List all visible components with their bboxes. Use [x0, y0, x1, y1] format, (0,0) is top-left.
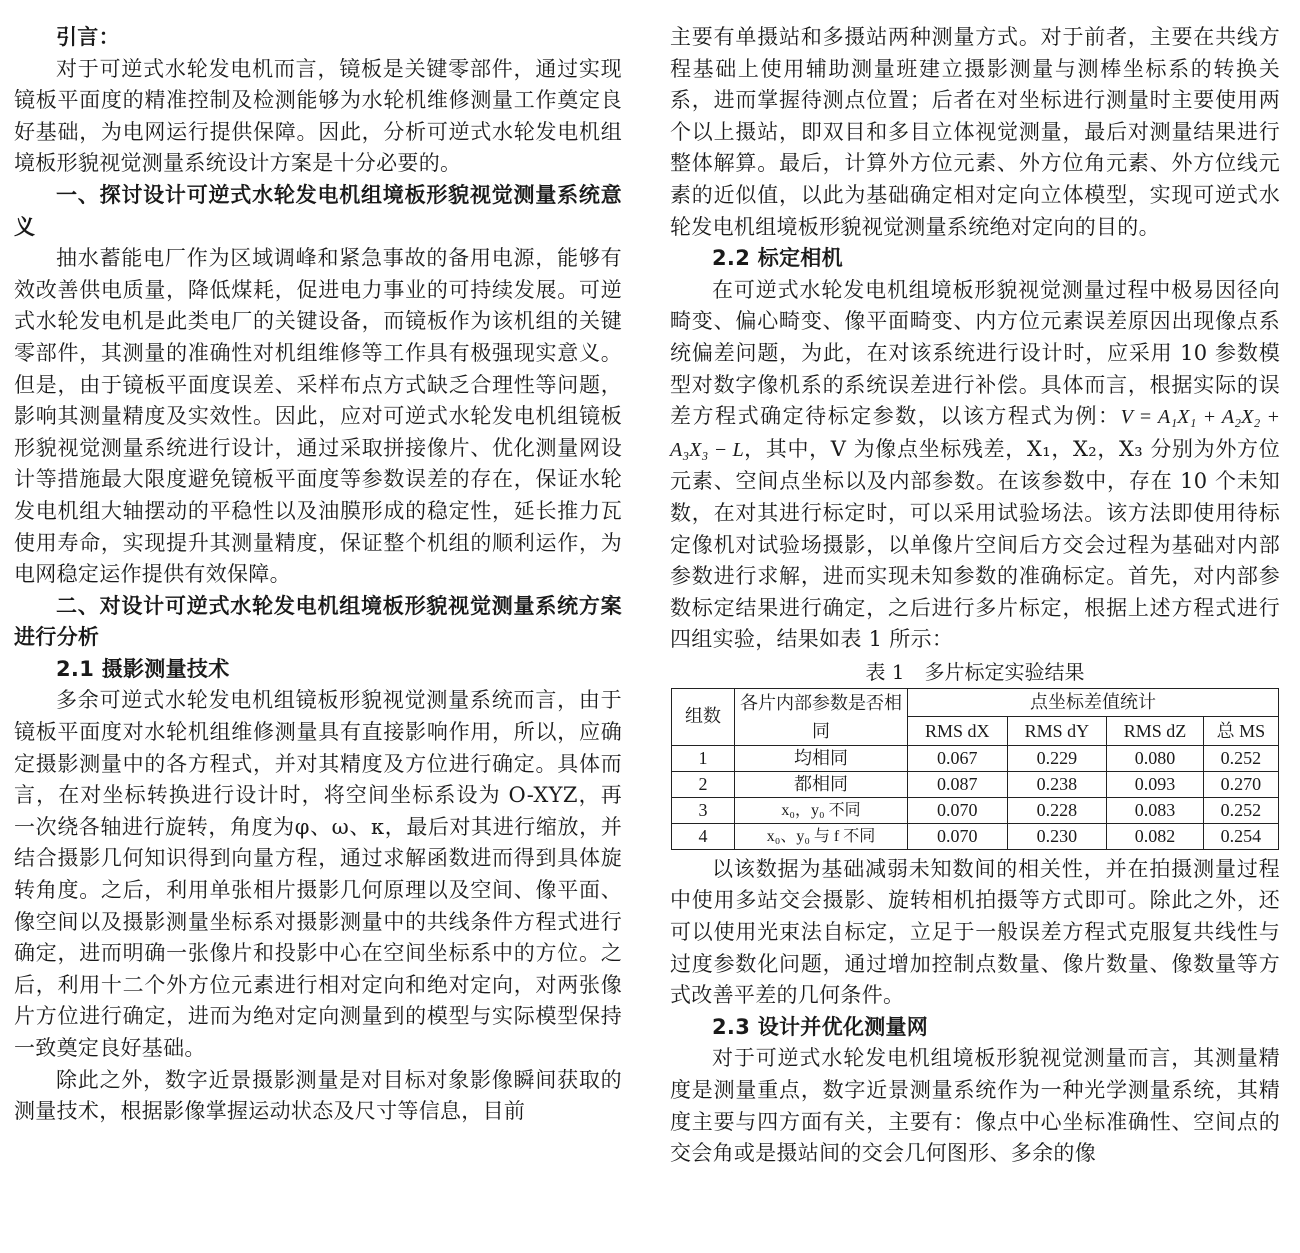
cell-ms: 0.254 [1203, 823, 1278, 849]
cell-same: 都相同 [735, 771, 908, 797]
section-2-heading: 二、对设计可逆式水轮发电机组境板形貌视觉测量系统方案进行分析 [14, 593, 622, 650]
cell-dy: 0.238 [1007, 771, 1107, 797]
header-total-ms: 总 MS [1203, 717, 1278, 746]
subsection-2-1-paragraph-1: 多余可逆式水轮发电机组镜板形貌视觉测量系统而言，由于镜板平面度对水轮机组维修测量具有直接影响作用，所以，应确定摄影测量中的各方程式，并对其精度及方位进行确定。具体而言，在对坐标转换进行设计时，将空间坐标系设为 O-XYZ，再一次绕各轴进行旋转，角度为φ、ω、κ，最后对其进行缩放，并结合摄影几何知识得到向量方程，通过求解函数进而得到具体旋转角度。之后，利用单张相片摄影几何原理以及空间、像平面、像空间以及摄影测量坐标系对摄影测量中的共线条件方程式进行确定，进而明确一张像片和投影中心在空间坐标系中的方位。之后，利用十二个外方位元素进行相对定向和绝对定向，对两张像片方位进行确定，进而为绝对定向测量到的模型与实际模型保持一致奠定良好基础。 [14, 688, 622, 1060]
table-caption: 表 1 多片标定实验结果 [865, 659, 1085, 684]
cell-dx: 0.070 [908, 797, 1008, 823]
header-coordinate-stats: 点坐标差值统计 [908, 688, 1279, 717]
cell-ms: 0.270 [1203, 771, 1278, 797]
subsection-2-1-paragraph-2: 除此之外，数字近景摄影测量是对目标对象影像瞬间获取的测量技术，根据影像掌握运动状态及尺寸等信息，目前 [14, 1067, 622, 1124]
intro-heading: 引言： [56, 25, 120, 49]
calibration-results-table [671, 688, 1279, 850]
cell-ms: 0.252 [1203, 745, 1278, 771]
table-row [672, 823, 1279, 849]
right-column [670, 22, 1280, 1170]
cell-dz: 0.082 [1107, 823, 1204, 849]
error-equation: V = A₁X₁ + A₂X₂ + A₃X₃ − L [670, 406, 1281, 461]
subsection-2-1-heading: 2.1 摄影测量技术 [56, 656, 230, 681]
cell-dz: 0.093 [1107, 771, 1204, 797]
cell-dz: 0.083 [1107, 797, 1204, 823]
continued-paragraph: 主要有单摄站和多摄站两种测量方式。对于前者，主要在共线方程基础上使用辅助测量班建立摄影测量与测棒坐标系的转换关系，进而掌握待测点位置；后者在对坐标进行测量时主要使用两个以上摄站，即双目和多目立体视觉测量，最后对测量结果进行整体解算。最后，计算外方位元素、外方位角元素、外方位线元素的近似值，以此为基础确定相对定向立体模型，实现可逆式水轮发电机组境板形貌视觉测量系统绝对定向的目的。 [670, 25, 1280, 239]
cell-dy: 0.228 [1007, 797, 1107, 823]
cell-dy: 0.229 [1007, 745, 1107, 771]
cell-dx: 0.067 [908, 745, 1008, 771]
header-rms-dx: RMS dX [908, 717, 1008, 746]
cell-dx: 0.087 [908, 771, 1008, 797]
subsection-2-2-text-a: 在可逆式水轮发电机组境板形貌视觉测量过程中极易因径向畸变、偏心畸变、像平面畸变、内方位元素误差原因出现像点系统偏差问题，为此，在对该系统进行设计时，应采用 10 参数模型对数字像机系的系统误差进行补偿。具体而言，根据实际的误差方程式确定待标定参数，以该方程式为例： [670, 277, 1280, 429]
header-rms-dz: RMS dZ [1107, 717, 1204, 746]
header-params-same: 各片内部参数是否相同 [735, 688, 908, 745]
cell-dz: 0.080 [1107, 745, 1204, 771]
intro-paragraph: 对于可逆式水轮发电机而言，镜板是关键零部件，通过实现镜板平面度的精准控制及检测能够为水轮机维修测量工作奠定良好基础，为电网运行提供保障。因此，分析可逆式水轮发电机组境板形貌视觉测量系统设计方案是十分必要的。 [14, 56, 622, 176]
header-rms-dy: RMS dY [1007, 717, 1107, 746]
table-row [672, 745, 1279, 771]
section-1-paragraph: 抽水蓄能电厂作为区域调峰和紧急事故的备用电源，能够有效改善供电质量，降低煤耗，促进电力事业的可持续发展。可逆式水轮发电机是此类电厂的关键设备，而镜板作为该机组的关键零部件，其测量的准确性对机组维修等工作具有极强现实意义。但是，由于镜板平面度误差、采样布点方式缺乏合理性等问题，影响其测量精度及实效性。因此，应对可逆式水轮发电机组镜板形貌视觉测量系统进行设计，通过采取拼接像片、优化测量网设计等措施最大限度避免镜板平面度等参数误差的存在，保证水轮发电机组大轴摆动的平稳性以及油膜形成的稳定性，延长推力瓦使用寿命，实现提升其测量精度，保证整个机组的顺利运作，为电网稳定运作提供有效保障。 [14, 246, 622, 587]
cell-same: x₀，y₀ 不同 [735, 797, 908, 823]
subsection-2-3-paragraph: 对于可逆式水轮发电机组境板形貌视觉测量而言，其测量精度是测量重点，数字近景测量系统作为一种光学测量系统，其精度主要与四方面有关，主要有：像点中心坐标准确性、空间点的交会角或是摄站间的交会几何图形、多余的像 [670, 1046, 1280, 1166]
subsection-2-3-heading: 2.3 设计并优化测量网 [712, 1014, 929, 1039]
cell-group: 1 [672, 745, 735, 771]
table-row [672, 771, 1279, 797]
cell-ms: 0.252 [1203, 797, 1278, 823]
cell-dx: 0.070 [908, 823, 1008, 849]
subsection-2-2-paragraph [670, 275, 1280, 656]
table-row [672, 797, 1279, 823]
left-column [14, 22, 622, 1128]
after-table-paragraph: 以该数据为基础减弱未知数间的相关性，并在拍摄测量过程中使用多站交会摄影、旋转相机拍摄等方式即可。除此之外，还可以使用光束法自标定，立足于一般误差方程式克服复共线性与过度参数化问题，通过增加控制点数量、像片数量、像数量等方式改善平差的几何条件。 [670, 856, 1280, 1008]
subsection-2-2-text-b: ，其中，V 为像点坐标残差，X₁，X₂，X₃ 分别为外方位元素、空间点坐标以及内部参数。在该参数中，存在 10 个未知数，在对其进行标定时，可以采用试验场法。该方法即使用待标定像机对试验场摄影，以单像片空间后方交会过程为基础对内部参数进行求解，进而实现未知参数的准确标定。首先，对内部参数标定结果进行确定，之后进行多片标定，根据上述方程式进行四组实验，结果如表 1 所示： [670, 436, 1280, 652]
cell-dy: 0.230 [1007, 823, 1107, 849]
section-1-heading: 一、探讨设计可逆式水轮发电机组境板形貌视觉测量系统意义 [14, 182, 622, 239]
header-group: 组数 [672, 688, 735, 745]
cell-group: 3 [672, 797, 735, 823]
cell-group: 4 [672, 823, 735, 849]
cell-same: 均相同 [735, 745, 908, 771]
subsection-2-2-heading: 2.2 标定相机 [712, 246, 843, 271]
cell-same: x₀、y₀ 与 f 不同 [735, 823, 908, 849]
cell-group: 2 [672, 771, 735, 797]
table-header-row [672, 688, 1279, 717]
